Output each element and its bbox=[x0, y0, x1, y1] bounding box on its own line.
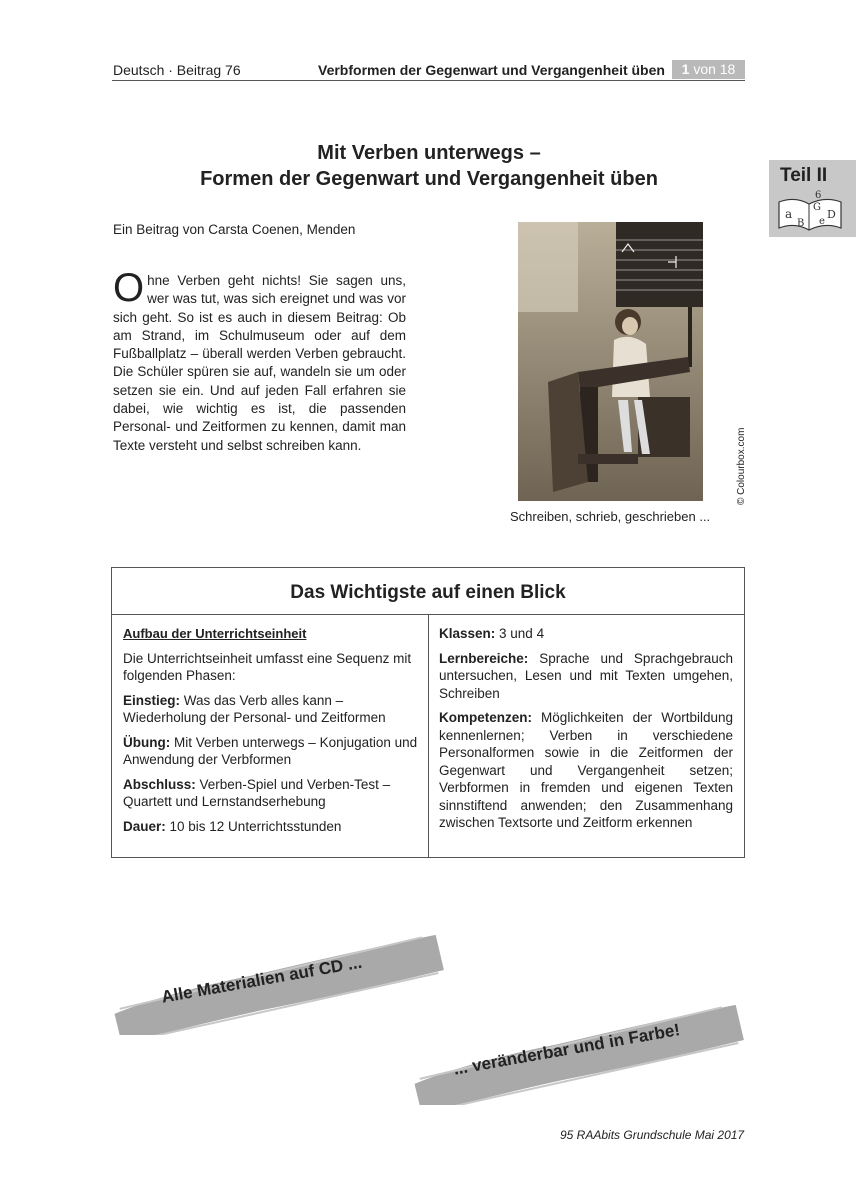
header-title: Verbformen der Gegenwart und Vergangenheit üben bbox=[318, 62, 665, 78]
classes-text: 3 und 4 bbox=[495, 626, 545, 641]
page-number: 1 bbox=[681, 61, 690, 77]
summary-box bbox=[111, 567, 745, 858]
phase-abschluss-text: Verben-Spiel und Verben-Test – Quartett und Lernstandserhebung bbox=[123, 776, 391, 809]
duration-label: Dauer: bbox=[123, 818, 166, 834]
page-total: von 18 bbox=[693, 61, 736, 77]
summary-right-column bbox=[439, 625, 733, 839]
header-rule bbox=[112, 80, 745, 81]
classroom-photo bbox=[518, 222, 703, 501]
phase-abschluss-label: Abschluss: bbox=[123, 776, 196, 792]
photo-credit: © Colourbox.com bbox=[736, 427, 747, 505]
svg-text:D: D bbox=[827, 208, 836, 221]
stripe-text-2: ... veränderbar und in Farbe! bbox=[452, 1020, 682, 1079]
svg-text:6: 6 bbox=[815, 190, 822, 201]
drop-cap: O bbox=[113, 266, 145, 310]
phase-einstieg-text: Was das Verb alles kann – Wiederholung der Personal- und Zeitformen bbox=[123, 692, 386, 725]
intro-text: hne Verben geht nichts! Sie sagen uns, wer was tut, was sich ereignet und was vor sich geht. So ist es auch in diesem Beitrag: Ob am Strand, im Schulmuseum oder auf dem Fußballplatz – überall werden Verben gebraucht. Die Schüler spüren sie auf, wandeln sie um oder setzen sie ein. Und auf jeden Fall erfahren sie dabei, wie wichtig es ist, die passenden Personal- und Zeitformen zu kennen, damit man Texte versteht und selbst schreiben kann. bbox=[113, 273, 406, 453]
footer-publication: 95 RAAbits Grundschule Mai 2017 bbox=[560, 1128, 745, 1142]
phase-uebung bbox=[123, 734, 418, 769]
duration-text: 10 bis 12 Unterrichtsstunden bbox=[165, 818, 342, 834]
duration bbox=[123, 818, 418, 836]
column-divider bbox=[428, 615, 429, 857]
summary-left-column bbox=[123, 625, 418, 842]
learning-areas bbox=[439, 650, 733, 703]
phase-uebung-label: Übung: bbox=[123, 734, 171, 750]
svg-text:a: a bbox=[785, 207, 793, 221]
section-tab-label: Teil II bbox=[780, 165, 828, 186]
competencies bbox=[439, 709, 733, 832]
page-indicator bbox=[672, 60, 745, 79]
header-subject: Deutsch · Beitrag 76 bbox=[113, 62, 241, 78]
svg-text:B: B bbox=[797, 218, 805, 229]
phase-einstieg bbox=[123, 692, 418, 727]
learning-areas-text: Sprache und Sprachgebrauch untersuchen, Lesen und mit Texten umgehen, Schreiben bbox=[439, 650, 733, 701]
competencies-label: Kompetenzen: bbox=[439, 710, 533, 725]
page-title bbox=[113, 140, 745, 192]
author-line: Ein Beitrag von Carsta Coenen, Menden bbox=[113, 222, 356, 237]
phase-uebung-text: Mit Verben unterwegs – Konjugation und Anwendung der Verbformen bbox=[123, 734, 418, 767]
phase-einstieg-label: Einstieg: bbox=[123, 692, 181, 708]
title-line-2: Formen der Gegenwart und Vergangenheit üben bbox=[200, 168, 658, 190]
photo-caption: Schreiben, schrieb, geschrieben ... bbox=[510, 509, 711, 524]
title-line-1: Mit Verben unterwegs – bbox=[317, 142, 541, 164]
competencies-text: Möglichkeiten der Wortbildung kennenlernen; Verben in verschiedene Personalformen sowie in die Zeitformen der Gegenwart und Vergangenheit setzen; Verbformen in fremden und eigenen Texten sinnstiftend anwenden; den Zusammenhang zwischen Textsorte und Zeitform erkennen bbox=[439, 710, 733, 830]
intro-paragraph bbox=[113, 266, 406, 455]
abc-book-icon bbox=[775, 188, 845, 234]
svg-text:G: G bbox=[813, 202, 821, 213]
classes-label: Klassen: bbox=[439, 626, 496, 641]
classes bbox=[439, 625, 733, 643]
structure-intro: Die Unterrichtseinheit umfasst eine Sequenz mit folgenden Phasen: bbox=[123, 650, 412, 683]
stripe-text-1: Alle Materialien auf CD ... bbox=[160, 952, 364, 1007]
structure-heading: Aufbau der Unterrichtseinheit bbox=[123, 626, 307, 641]
summary-heading: Das Wichtigste auf einen Blick bbox=[112, 568, 744, 615]
phase-abschluss bbox=[123, 776, 418, 811]
learning-areas-label: Lernbereiche: bbox=[439, 650, 529, 666]
svg-text:e: e bbox=[819, 216, 825, 227]
